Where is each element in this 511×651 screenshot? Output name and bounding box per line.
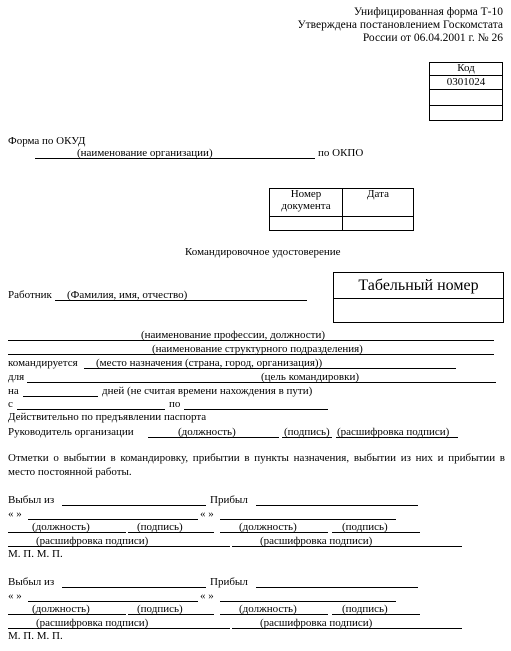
date-left-field[interactable] [28,508,198,520]
tab-number-box [333,272,504,323]
decoding-left-field[interactable] [8,617,230,629]
signature-left-hint: (подпись) [137,603,183,615]
okud-form-label: Форма по ОКУД [8,135,86,147]
signature-right-field[interactable] [332,603,420,615]
form-header-line1: Унифицированная форма Т-10 [353,6,503,18]
okpo-code-cell[interactable] [430,90,503,106]
date-right-field[interactable] [220,508,396,520]
document-date-cell[interactable] [343,217,414,231]
sent-label: командируется [8,357,78,369]
arrived-at-field[interactable] [256,576,418,588]
signature-right-hint: (подпись) [342,603,388,615]
departed-from-field[interactable] [62,494,206,506]
position-right-field[interactable] [220,603,328,615]
position-left-field[interactable] [8,521,126,533]
signature-right-hint: (подпись) [342,521,388,533]
days-field[interactable] [23,385,98,397]
head-decoding-field[interactable] [336,426,458,438]
on-label: на [8,385,19,397]
head-position-hint: (должность) [178,426,236,438]
organization-hint: (наименование организации) [77,147,213,159]
decoding-left-field[interactable] [8,535,230,547]
signature-left-hint: (подпись) [137,521,183,533]
profession-field[interactable] [8,329,494,341]
position-left-hint: (должность) [32,603,90,615]
for-label: для [8,371,25,383]
worker-field[interactable] [55,289,307,301]
code-table [429,62,503,121]
decoding-left-hint: (расшифровка подписи) [36,617,149,629]
date-quote-left: « » [8,508,22,520]
departed-label: Выбыл из [8,494,55,506]
date-quote-left: « » [8,590,22,602]
code-label: Код [430,63,503,76]
purpose-field[interactable] [27,371,496,383]
decoding-right-field[interactable] [232,617,462,629]
organization-field[interactable] [35,147,315,159]
tab-number-label: Табельный номер [334,273,503,299]
document-table [269,188,414,231]
from-label: с [8,398,13,410]
to-label: по [169,398,181,410]
document-number-label: Номер документа [281,188,331,212]
days-text: дней (не считая времени нахождения в пути) [102,385,313,397]
signature-left-field[interactable] [128,521,214,533]
position-left-field[interactable] [8,603,126,615]
stamp-label: М. П. М. П. [8,630,63,642]
decoding-right-hint: (расшифровка подписи) [260,617,373,629]
head-signature-hint: (подпись) [284,426,330,438]
head-label: Руководитель организации [8,426,134,438]
decoding-left-hint: (расшифровка подписи) [36,535,149,547]
department-field[interactable] [8,343,494,355]
okpo-label: по ОКПО [318,147,364,159]
worker-hint: (Фамилия, имя, отчество) [67,289,188,301]
date-quote-right: « » [200,590,214,602]
signature-right-field[interactable] [332,521,420,533]
notes-text: Отметки о выбытии в командировку, прибытии в пункты назначения, выбытии из них и прибытии в место постоянной работы. [8,452,505,479]
head-position-field[interactable] [148,426,279,438]
to-date-field[interactable] [184,398,328,410]
document-number-cell[interactable] [270,217,343,231]
tab-number-field[interactable] [334,299,503,322]
purpose-hint: (цель командировки) [261,371,359,383]
destination-field[interactable] [84,357,456,369]
document-title: Командировочное удостоверение [185,246,341,258]
departed-label: Выбыл из [8,576,55,588]
document-number-header [270,189,343,217]
departed-from-field[interactable] [62,576,206,588]
form-header [297,6,503,45]
document-date-header: Дата [343,189,414,217]
worker-label: Работник [8,289,52,301]
department-hint: (наименование структурного подразделения) [152,343,363,355]
decoding-right-hint: (расшифровка подписи) [260,535,373,547]
decoding-right-field[interactable] [232,535,462,547]
position-right-field[interactable] [220,521,328,533]
date-left-field[interactable] [28,590,198,602]
form-header-line3: России от 06.04.2001 г. № 26 [362,31,503,44]
destination-hint: (место назначения (страна, город, организация)) [96,357,323,369]
okud-code: 0301024 [430,76,503,90]
date-quote-right: « » [200,508,214,520]
form-header-line2: Утверждена постановлением Госкомстата [297,18,503,31]
head-decoding-hint: (расшифровка подписи) [337,426,450,438]
stamp-label: М. П. М. П. [8,548,63,560]
date-right-field[interactable] [220,590,396,602]
position-left-hint: (должность) [32,521,90,533]
profession-hint: (наименование профессии, должности) [141,329,326,341]
from-date-field[interactable] [17,398,165,410]
position-right-hint: (должность) [239,521,297,533]
head-signature-field[interactable] [282,426,332,438]
arrived-label: Прибыл [210,494,248,506]
arrived-label: Прибыл [210,576,248,588]
valid-text: Действительно по предъявлении паспорта [8,411,207,423]
signature-left-field[interactable] [128,603,214,615]
position-right-hint: (должность) [239,603,297,615]
code-empty-cell[interactable] [430,106,503,121]
arrived-at-field[interactable] [256,494,418,506]
